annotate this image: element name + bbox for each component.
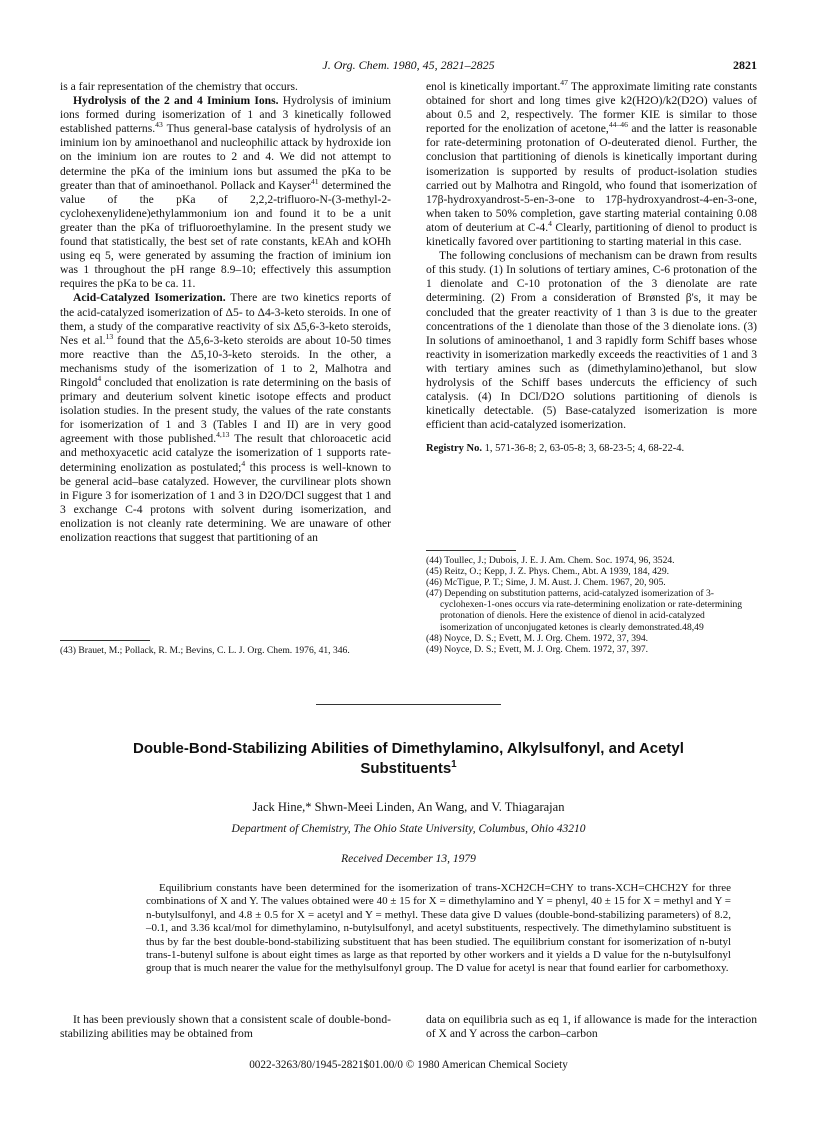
affiliation: Department of Chemistry, The Ohio State University, Columbus, Ohio 43210 <box>231 823 586 835</box>
footnote-48: (48) Noyce, D. S.; Evett, M. J. Org. Chem. 1972, 37, 394. <box>426 632 649 644</box>
footnote-rule <box>426 550 516 551</box>
registry-numbers: Registry No. 1, 571-36-8; 2, 63-05-8; 3, 68-23-5; 4, 68-22-4. <box>426 443 685 455</box>
running-head <box>60 58 757 74</box>
body-right-start: data on equilibria such as eq 1, if allowance is made for the interaction of X and Y across the carbon–carbon <box>426 1013 757 1041</box>
footnote-rule <box>60 640 150 641</box>
footnote-44: (44) Toullec, J.; Dubois, J. E. J. Am. Chem. Soc. 1974, 96, 3524. <box>426 555 675 566</box>
footnote-43: (43) Brauet, M.; Pollack, R. M.; Bevins, C. L. J. Org. Chem. 1976, 41, 346. <box>60 645 350 656</box>
journal-citation: J. Org. Chem. 1980, 45, 2821–2825 <box>322 58 495 72</box>
article-title: Double-Bond-Stabilizing Abilities of Dimethylamino, Alkylsulfonyl, and Acetyl Substituents$^1$ <box>133 740 684 777</box>
paragraph-acid-catalyzed: Acid-Catalyzed Isomerization. There are two kinetics reports of the acid-catalyzed isomerization of Δ5- to Δ4-3-keto steroids. In one of them, a study of the comparative reactivity of six Δ5,6-3-keto steroids, Nes et al.$^{13}$ found that the Δ5,6-3-keto steroids are about 10-50 times more reactive than the Δ5,10-3-keto steroids. In the other, a mechanisms study of the isomerization of 1 to 2, Malhotra and Ringold$^4$ concluded that enolization is rate determining on the basis of primary and deuterium solvent kinetic isotope effects and product isolation studies. In the present study, the values of the rate constants for isomerization of 1 and 3 (Tables I and II) are in very good agreement with those published.$^{4,13}$ The result that chloroacetic acid and methoxyacetic acid catalyze the isomerization of 1 supports rate-determining enolization as postulated;$^4$ this process is well-known to be general acid–base catalyzed. However, the curvilinear plots shown in Figure 3 for isomerization of 1 and 3 in D2O/DCl suggest that 1 and 3 exchange C-4 protons with solvent during isomerization, and enolization is not cleanly rate determining. We are unaware of other enolization reactions that suggest that partitioning of an <box>60 291 391 544</box>
paragraph: enol is kinetically important.$^{47}$ The approximate limiting rate constants obtained for short and long times give k2(H2O)/k2(D2O) values of about 0.5 and 2, respectively. The former KIE is similar to those reported for the enolization of acetone,$^{44-46}$ and the latter is reasonable for rate-determining protonation of O-deuterated dienol. Further, the conclusion that partitioning of dienols is kinetically important during isomerization is supported by results of product-isolation studies carried out by Malhotra and Ringold, who found that isomerization of 17β-hydroxyandrost-5-en-3-one to 17β-hydroxyandrost-4-en-3-one, when taken to 50% completion, gave starting material containing 0.08 atom of deuterium at C-4.$^4$ Clearly, partitioning of dienol to product is kinetically favored over partitioning to starting material in this case. <box>426 78 758 249</box>
abstract: Equilibrium constants have been determined for the isomerization of trans-XCH2CH=CHY to trans-XCH=CHCH2Y for three combinations of X and Y. The values obtained were 40 ± 15 for X = dimethylamino and Y = phenyl, 40 ± 15 for X = methyl and Y = n-butylsulfonyl, and 4.8 ± 0.5 for X = acetyl and Y = methyl. These data give D values (double-bond-stabilizing parameters) of 8.2, –0.1, and 3.36 kcal/mol for dimethylamino, n-butylsulfonyl, and acetyl substituents, respectively. The dimethylamino substituent is thus by far the best double-bond-stabilizing substituent that has been studied. The equilibrium constant for isomerization of n-butyl trans-1-butenyl sulfone is about eight times as large as that reported by other workers and it yields a D value for the n-butylsulfonyl group that is much nearer the value for the methylsulfonyl group. The D value for acetyl is near that found earlier for carbomethoxy. <box>146 882 731 975</box>
authors: Jack Hine,* Shwn-Meei Linden, An Wang, and V. Thiagarajan <box>252 800 565 814</box>
received-date: Received December 13, 1979 <box>341 853 476 865</box>
right-column <box>426 80 757 456</box>
footnote-49: (49) Noyce, D. S.; Evett, M. J. Org. Chem. 1972, 37, 397. <box>426 643 649 655</box>
copyright-footer: 0022-3263/80/1945-2821$01.00/0 © 1980 American Chemical Society <box>249 1059 568 1071</box>
section-heading: Acid-Catalyzed Isomerization. <box>73 291 226 305</box>
article-separator <box>316 704 501 705</box>
footnote-45: (45) Reitz, O.; Kepp, J. Z. Phys. Chem., Abt. A 1939, 184, 429. <box>426 566 670 578</box>
left-column <box>60 80 391 545</box>
footnote-46: (46) McTigue, P. T.; Sime, J. M. Aust. J. Chem. 1967, 20, 905. <box>426 577 666 589</box>
footnote-47: (47) Depending on substitution patterns, acid-catalyzed isomerization of 3-cyclohexen-1-ones occurs via rate-determining enolization or rate-determining protonation of dienols. Here the existence of dienol in acid-catalyzed isomerization of unconjugated ketones is clearly demonstrated.48,49 <box>426 588 743 633</box>
body-left-start: It has been previously shown that a consistent scale of double-bond-stabilizing abilities may be obtained from <box>60 1013 391 1041</box>
left-footnotes <box>60 632 391 656</box>
right-footnotes <box>426 542 757 655</box>
page-number: 2821 <box>733 58 757 72</box>
paragraph: is a fair representation of the chemistry that occurs. <box>60 80 298 93</box>
section-heading: Hydrolysis of the 2 and 4 Iminium Ions. <box>73 94 279 108</box>
paragraph-hydrolysis: Hydrolysis of the 2 and 4 Iminium Ions. Hydrolysis of iminium ions formed during isomerization of 1 and 3 kinetically followed established patterns.$^{43}$ Thus general-base catalysis of hydrolysis of an iminium ion by aminoethanol and nucleophilic attack by hydroxide ion on the iminium ion are routes to 2 and 4. We did not attempt to determine the pKa of the iminium ions but assumed the pKa to be greater than that of aminoethanol. Pollack and Kayser$^{41}$ determined the value of the pKa of 2,2,2-trifluoro-N-(3-methyl-2-cyclohexenylidene)ethylammonium ion and found it to be a unit greater than the pKa of trifluoroethylamine. In the present study we found that statistically, the best set of rate constants, kEAh and kOHh using eq 5, were generated by assuming the fraction of iminium ion was 1 throughout the pH range 8.9–10; effectively this assumption requires the pKa to be ca. 11. <box>60 94 391 291</box>
paragraph-conclusions: The following conclusions of mechanism can be drawn from results of this study. (1) In solutions of tertiary amines, C-6 protonation of the 1 dienolate and C-10 protonation of the 3 dienolate are rate determining. (2) From a consideration of Brønsted β's, it may be concluded that the greater reactivity of 1 than 3 is due to the greater concentrations of the 1 dienolate than those of the 3 dienolate ions. (3) In solutions of aminoethanol, 1 and 3 rapidly form Schiff bases whose reactivity in isomerization markedly exceeds the reactivities of 1 and 3 with tertiary amines such as (dimethylamino)ethanol, but slow hydrolysis of the Schiff bases undercuts the efficiency of such catalysis. (4) In DCl/D2O solutions partitioning of dienols is kinetically detectable. (5) Base-catalyzed isomerization is more efficient than acid-catalyzed isomerization. <box>426 249 757 432</box>
